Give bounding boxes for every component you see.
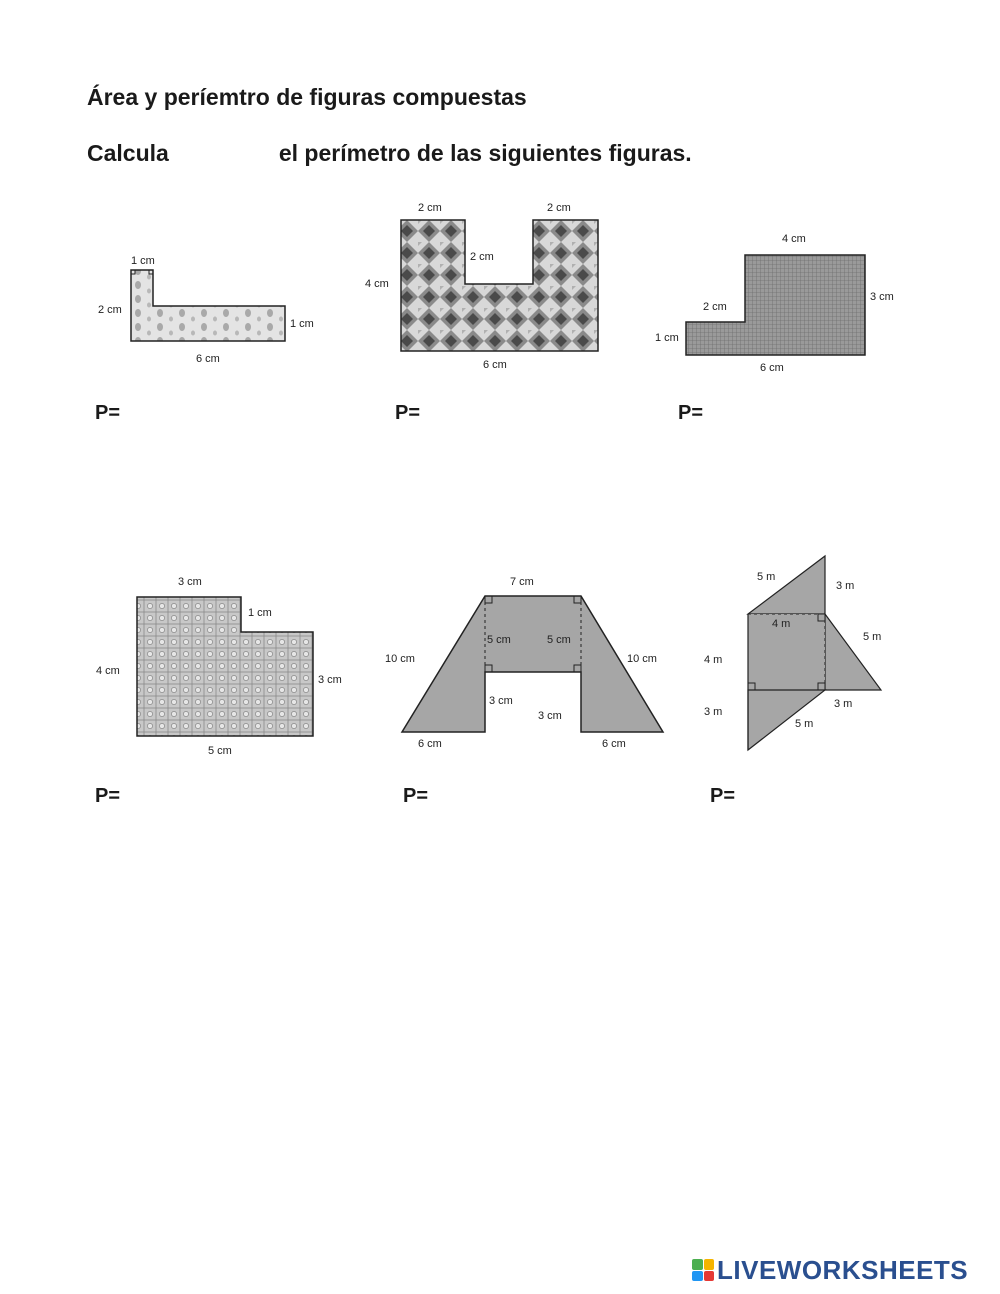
answer-label-2: P= — [395, 402, 421, 424]
label-u-top-right: 2 cm — [547, 202, 571, 214]
label-notch-left: 4 cm — [96, 665, 120, 677]
label-tri-left-lower: 3 m — [704, 706, 723, 718]
label-bridge-left: 10 cm — [385, 653, 415, 665]
figure-bridge-shape — [385, 576, 663, 750]
label-step-ledge: 2 cm — [703, 301, 727, 313]
label-notch-right: 3 cm — [318, 674, 342, 686]
figure-u-shape — [365, 202, 598, 371]
label-step-bottom: 6 cm — [760, 362, 784, 374]
label-l-bottom: 6 cm — [196, 353, 220, 365]
label-u-left: 4 cm — [365, 278, 389, 290]
answer-label-1: P= — [95, 402, 121, 424]
label-bridge-leg: 3 cm — [489, 695, 513, 707]
label-bridge-top: 7 cm — [510, 576, 534, 588]
answer-label-3: P= — [678, 402, 704, 424]
label-tri-left-upper: 4 m — [704, 654, 723, 666]
label-bridge-gap: 3 cm — [538, 710, 562, 722]
label-bridge-inner-right: 5 cm — [547, 634, 571, 646]
label-u-notch: 2 cm — [470, 251, 494, 263]
label-step-left: 1 cm — [655, 332, 679, 344]
answer-label-6: P= — [710, 785, 736, 807]
answer-label-5: P= — [403, 785, 429, 807]
label-step-top: 4 cm — [782, 233, 806, 245]
liveworksheets-logo — [692, 1256, 968, 1284]
worksheet-title: Área y períemtro de figuras compuestas — [87, 84, 527, 110]
label-u-top-left: 2 cm — [418, 202, 442, 214]
label-tri-square-top: 4 m — [772, 618, 791, 630]
label-notch-top: 3 cm — [178, 576, 202, 588]
logo-square-3 — [692, 1271, 703, 1282]
label-bridge-right: 10 cm — [627, 653, 657, 665]
logo-square-2 — [704, 1259, 715, 1270]
logo-icon — [692, 1259, 714, 1281]
instruction-start: Calcula — [87, 140, 169, 166]
label-tri-hyp-bottom: 5 m — [795, 718, 814, 730]
label-bridge-bottom-left: 6 cm — [418, 738, 442, 750]
label-tri-top-side: 3 m — [836, 580, 855, 592]
label-u-bottom: 6 cm — [483, 359, 507, 371]
logo-text: LIVEWORKSHEETS — [717, 1254, 969, 1285]
label-tri-hyp-right: 5 m — [863, 631, 882, 643]
label-l-top: 1 cm — [131, 255, 155, 267]
logo-square-1 — [692, 1259, 703, 1270]
instruction-end: el perímetro de las siguientes figuras. — [278, 140, 692, 166]
label-bridge-bottom-right: 6 cm — [602, 738, 626, 750]
figure-triangles-square — [704, 556, 881, 750]
label-notch-step: 1 cm — [248, 607, 272, 619]
answer-label-4: P= — [95, 785, 121, 807]
figure-l-shape — [98, 255, 314, 365]
logo-square-4 — [704, 1271, 715, 1282]
label-step-right: 3 cm — [870, 291, 894, 303]
figure-notched-rectangle — [96, 576, 342, 757]
label-notch-bottom: 5 cm — [208, 745, 232, 757]
label-tri-right-base: 3 m — [834, 698, 853, 710]
label-tri-hyp-top: 5 m — [757, 571, 776, 583]
label-l-right: 1 cm — [290, 318, 314, 330]
figure-step-shape — [655, 233, 894, 374]
label-l-left: 2 cm — [98, 304, 122, 316]
label-bridge-inner-left: 5 cm — [487, 634, 511, 646]
